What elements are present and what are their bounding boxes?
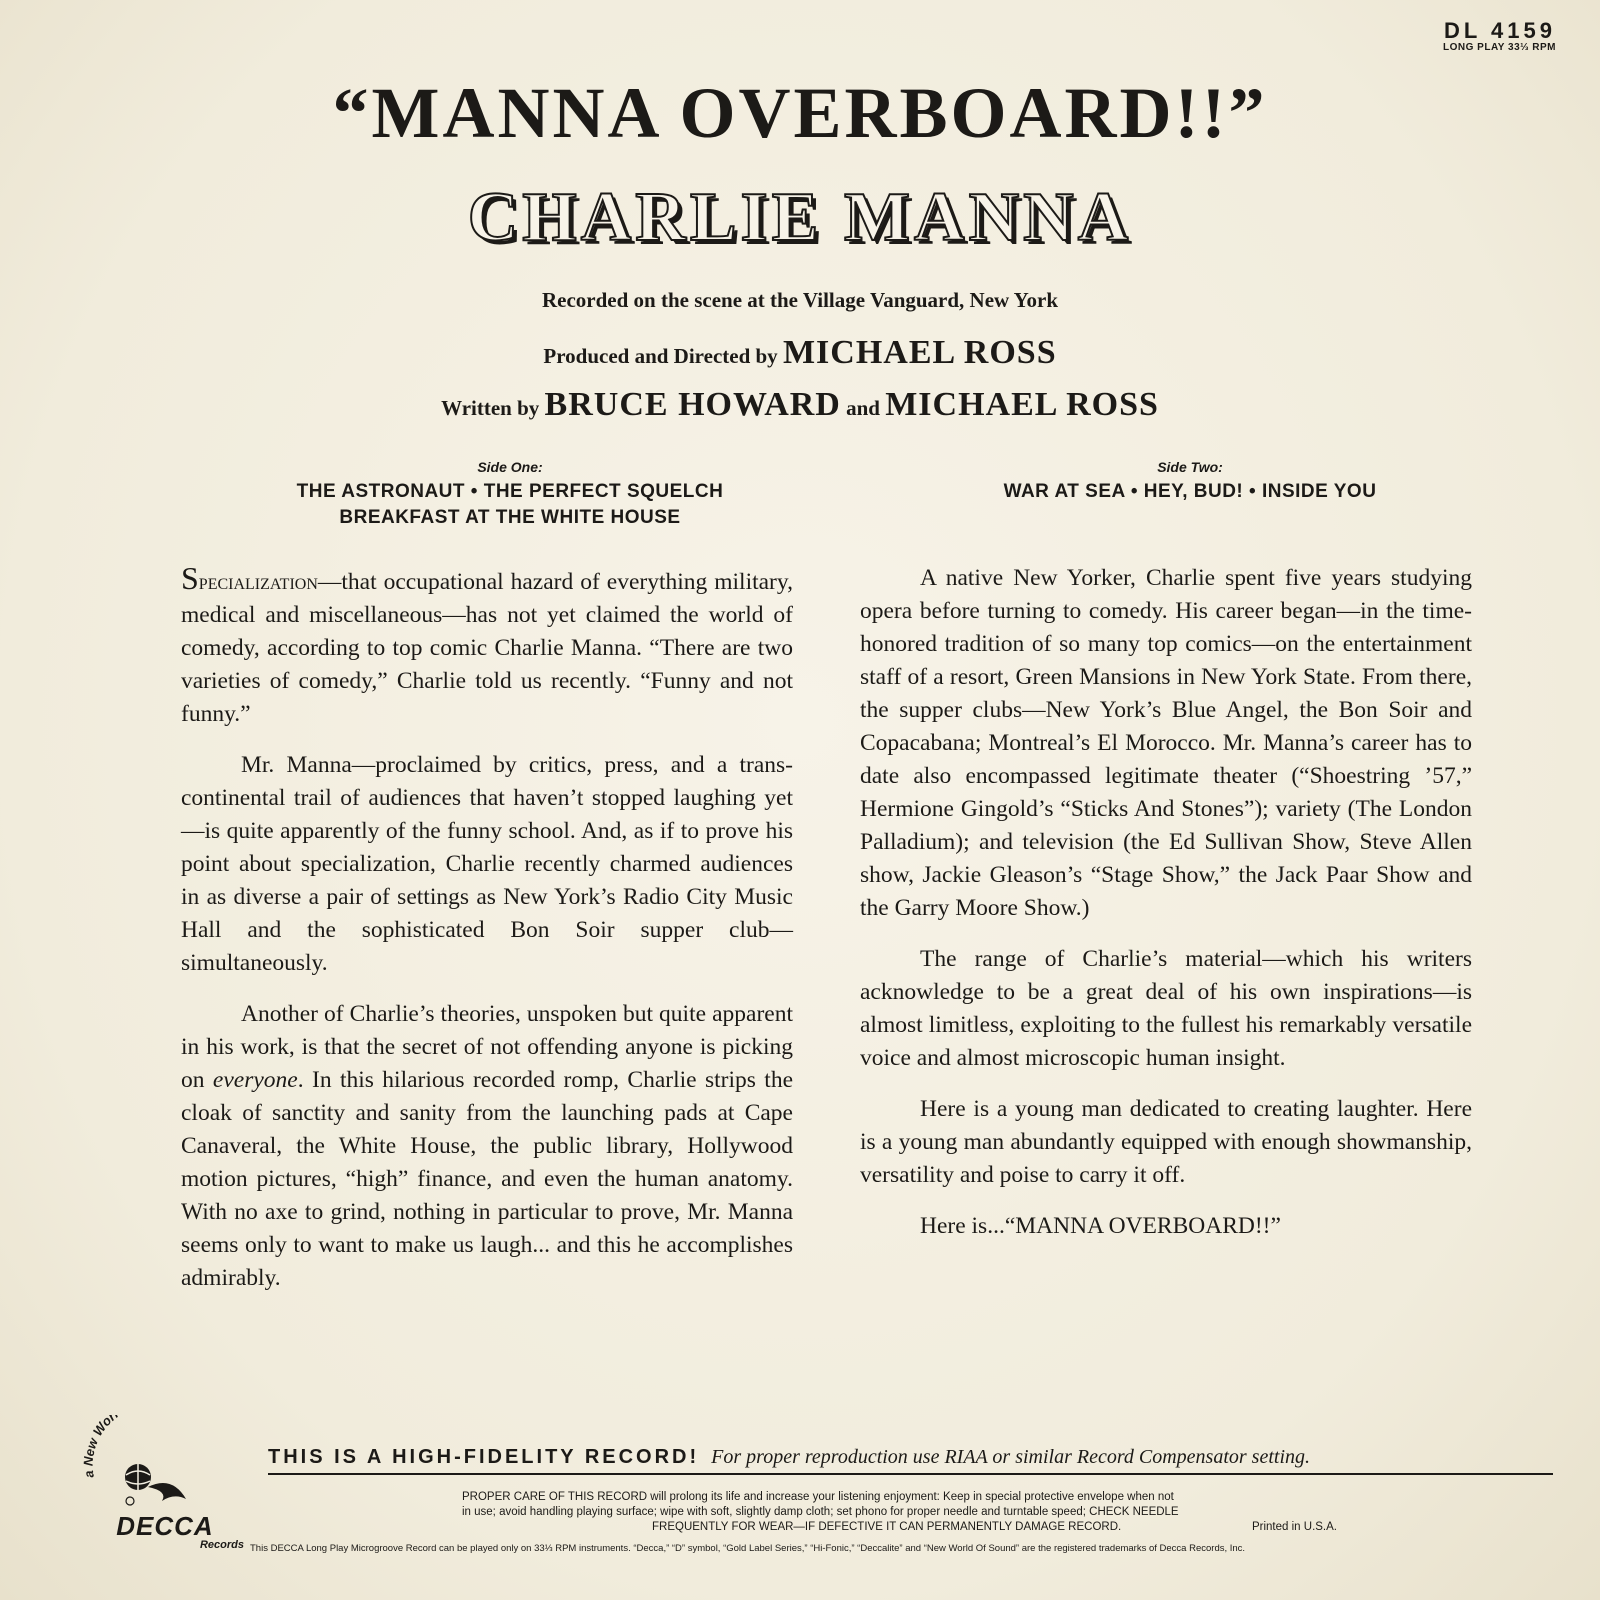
catalog-number: DL 4159 <box>1444 18 1556 43</box>
artist-name: CHARLIE MANNA <box>467 179 1133 256</box>
liner-paragraph: Here is...“MANNA OVERBOARD!!” <box>920 1213 1281 1239</box>
writer-two: MICHAEL ROSS <box>885 386 1159 423</box>
liner-notes-right-column <box>860 562 1472 1261</box>
play-speed: LONG PLAY 33⅓ RPM <box>1443 42 1556 53</box>
album-title: “MANNA OVERBOARD!!” <box>332 73 1268 153</box>
side-one-line-1: THE ASTRONAUT • THE PERFECT SQUELCH <box>296 481 724 502</box>
side-one-line-2: BREAKFAST AT THE WHITE HOUSE <box>339 507 681 528</box>
producer-name: MICHAEL ROSS <box>782 334 1057 371</box>
hifi-notice <box>268 1446 1553 1475</box>
produced-prefix: Produced and Directed by <box>543 344 778 368</box>
side-one-label: Side One: <box>477 459 543 475</box>
lead-word: pecialization <box>198 569 318 595</box>
hifi-instruction: For proper reproduction use RIAA or similar Record Compensator setting. <box>711 1446 1311 1468</box>
liner-paragraph <box>181 562 793 731</box>
liner-paragraph: Mr. Manna—proclaimed by critics, press, and a trans-continental trail of audiences that haven’t stopped laughing yet—is quite apparently of the funny school. And, as if to prove his point about specialization, Charlie recently charmed audiences in as diverse a pair of settings as New York’s Radio City Music Hall and the sophisticated Bon Soir supper club—simultaneously. <box>181 752 793 976</box>
logo-brand: DECCA <box>116 1511 214 1541</box>
paragraph-text: —that occupational hazard of everything military, medical and miscellaneous—has not yet claimed the world of comedy, according to top comic Charlie Manna. “There are two varieties of comedy,” Charlie told us recently. “Funny and not funny.” <box>181 569 793 727</box>
liner-paragraph: The range of Charlie’s material—which his writers acknowledge to be a great deal of his own inspirations—is almost limitless, exploiting to the fullest his remarkably versatile voice and almost microscopic human insight. <box>860 946 1472 1071</box>
drop-cap: S <box>181 560 199 596</box>
trademark-notice: This DECCA Long Play Microgroove Record can be played only on 33⅓ RPM instruments. “Decca,” “D” symbol, “Gold Label Series,” “Hi-Fonic,” “Deccalite” and “New World Of Sound” are the registered trademarks of Decca Records, Inc. <box>250 1543 1246 1554</box>
catalog-block <box>1443 18 1556 53</box>
recorded-credit: Recorded on the scene at the Village Vanguard, New York <box>541 288 1059 312</box>
side-two-tracks <box>920 479 1460 505</box>
decca-logo <box>82 1415 247 1560</box>
care-line-final <box>462 1520 1337 1535</box>
produced-credit <box>0 334 1600 372</box>
paragraph-text: . In this hilarious recorded romp, Charlie strips the cloak of sanctity and sanity from the launching pads at Cape Canaveral, the White House, the public library, Hollywood motion pictures, “high” finance, and even the human anatomy. With no axe to grind, nothing in particular to prove, Mr. Manna seems only to want to make us laugh... and this he accomplishes admirably. <box>181 1067 794 1291</box>
liner-paragraph: Here is a young man dedicated to creating laughter. Here is a young man abundantly equipped with enough showmanship, versatility and poise to carry it off. <box>860 1096 1472 1188</box>
side-two-tracklist <box>920 459 1460 505</box>
printed-in: Printed in U.S.A. <box>1251 1521 1337 1533</box>
world-of-sound-emblem <box>82 1415 247 1515</box>
written-credit <box>0 386 1600 424</box>
written-and: and <box>846 396 880 420</box>
care-line: PROPER CARE OF THIS RECORD will prolong its life and increase your listening enjoyment: Keep in special protective envelope when not <box>462 1491 1174 1503</box>
side-one-tracklist <box>260 459 760 531</box>
logo-records: Records <box>199 1539 244 1551</box>
swoosh-icon <box>148 1483 186 1501</box>
liner-paragraph <box>181 998 793 1295</box>
written-prefix: Written by <box>441 396 540 420</box>
care-line: FREQUENTLY FOR WEAR—IF DEFECTIVE IT CAN PERMANENTLY DAMAGE RECORD. <box>652 1521 1122 1533</box>
emphasis-text: everyone <box>212 1067 298 1093</box>
care-line: in use; avoid handling playing surface; wipe with soft, slightly damp cloth; set phono for proper needle and turntable speed; CHECK NEEDLE <box>462 1506 1179 1518</box>
paragraph-text: Another of Charlie’s theories, unspoken but quite apparent in his work, is that the secret of not offending anyone is picking on <box>181 1001 793 1093</box>
side-one-tracks <box>260 479 760 531</box>
side-two-line-1: WAR AT SEA • HEY, BUD! • INSIDE YOU <box>1003 481 1377 502</box>
writer-one: BRUCE HOWARD <box>544 386 841 423</box>
logo-arc-text: a New Wor <box>82 1415 119 1479</box>
record-care-notice <box>462 1490 1337 1535</box>
hifi-heading: THIS IS A HIGH-FIDELITY RECORD! <box>268 1446 700 1468</box>
liner-notes-left-column <box>181 562 793 1313</box>
side-two-label: Side Two: <box>1157 459 1223 475</box>
liner-paragraph: A native New Yorker, Charlie spent five years studying opera before turning to comedy. His career began—in the time-honored tradition of so many top comics—on the entertainment staff of a resort, Green Mansions in New York State. From there, the supper clubs—New York’s Blue Angel, the Bon Soir and Copacabana; Montreal’s El Morocco. Mr. Manna’s career has to date also encompassed legitimate theater (“Shoestring ’57,” Hermione Gingold’s “Sticks And Stones”); variety (The London Palladium); and television (the Ed Sullivan Show, Steve Allen show, Jackie Gleason’s “Stage Show,” the Jack Paar Show and the Garry Moore Show.) <box>860 565 1472 921</box>
